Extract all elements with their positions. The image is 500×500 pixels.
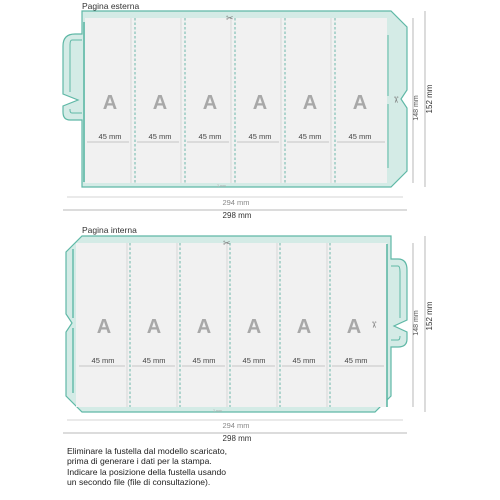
tiny-mark: 2 mm <box>217 184 226 188</box>
panel-title: Pagina esterna <box>82 1 140 11</box>
inner-width-label: 294 mm <box>222 198 250 207</box>
column-letter: A <box>196 316 212 338</box>
inner-height-label: 148 mm <box>413 95 420 121</box>
scissors-icon: ✂ <box>391 96 401 104</box>
column-width-label: 45 mm <box>91 356 115 365</box>
paper-exterior <box>85 18 387 183</box>
outer-width-label: 298 mm <box>222 434 252 443</box>
column-letter: A <box>296 316 312 338</box>
scissors-icon: ✂ <box>223 238 231 248</box>
column-width-label: 45 mm <box>198 132 222 141</box>
column-letter: A <box>346 316 362 338</box>
column-width-label: 45 mm <box>142 356 166 365</box>
column-letter: A <box>352 92 368 114</box>
column-letter: A <box>102 92 118 114</box>
column-letter: A <box>146 316 162 338</box>
instructions-line: Eliminare la fustella dal modello scaricato, <box>67 446 228 456</box>
instructions-line: prima di generare i dati per la stampa. <box>67 456 212 467</box>
column-letter: A <box>252 92 268 114</box>
column-letter: A <box>96 316 112 338</box>
outer-height-label: 152 mm <box>425 301 434 331</box>
outer-width-label: 298 mm <box>222 211 252 220</box>
column-width-label: 45 mm <box>292 356 316 365</box>
column-width-label: 45 mm <box>248 132 272 141</box>
column-width-label: 45 mm <box>298 132 322 141</box>
scissors-icon: ✂ <box>369 321 379 329</box>
instructions-note <box>67 446 367 488</box>
column-width-label: 45 mm <box>242 356 266 365</box>
column-width-label: 45 mm <box>344 356 368 365</box>
column-width-label: 45 mm <box>148 132 172 141</box>
column-width-label: 45 mm <box>348 132 372 141</box>
tiny-mark: 2 mm <box>213 409 222 413</box>
panel-title: Pagina interna <box>82 225 137 235</box>
inner-height-label: 148 mm <box>413 310 420 336</box>
inner-width-label: 294 mm <box>222 421 250 430</box>
column-letter: A <box>246 316 262 338</box>
panel-exterior <box>63 1 434 220</box>
column-width-label: 45 mm <box>192 356 216 365</box>
panel-interior <box>63 225 434 443</box>
column-letter: A <box>152 92 168 114</box>
outer-height-label: 152 mm <box>425 84 434 114</box>
paper-interior <box>76 243 387 407</box>
column-width-label: 45 mm <box>98 132 122 141</box>
scissors-icon: ✂ <box>226 13 234 23</box>
column-letter: A <box>202 92 218 114</box>
column-letter: A <box>302 92 318 114</box>
instructions-line: Indicare la posizione della fustella usando <box>67 466 227 477</box>
instructions-line: un secondo file (file di consultazione). <box>67 477 211 488</box>
